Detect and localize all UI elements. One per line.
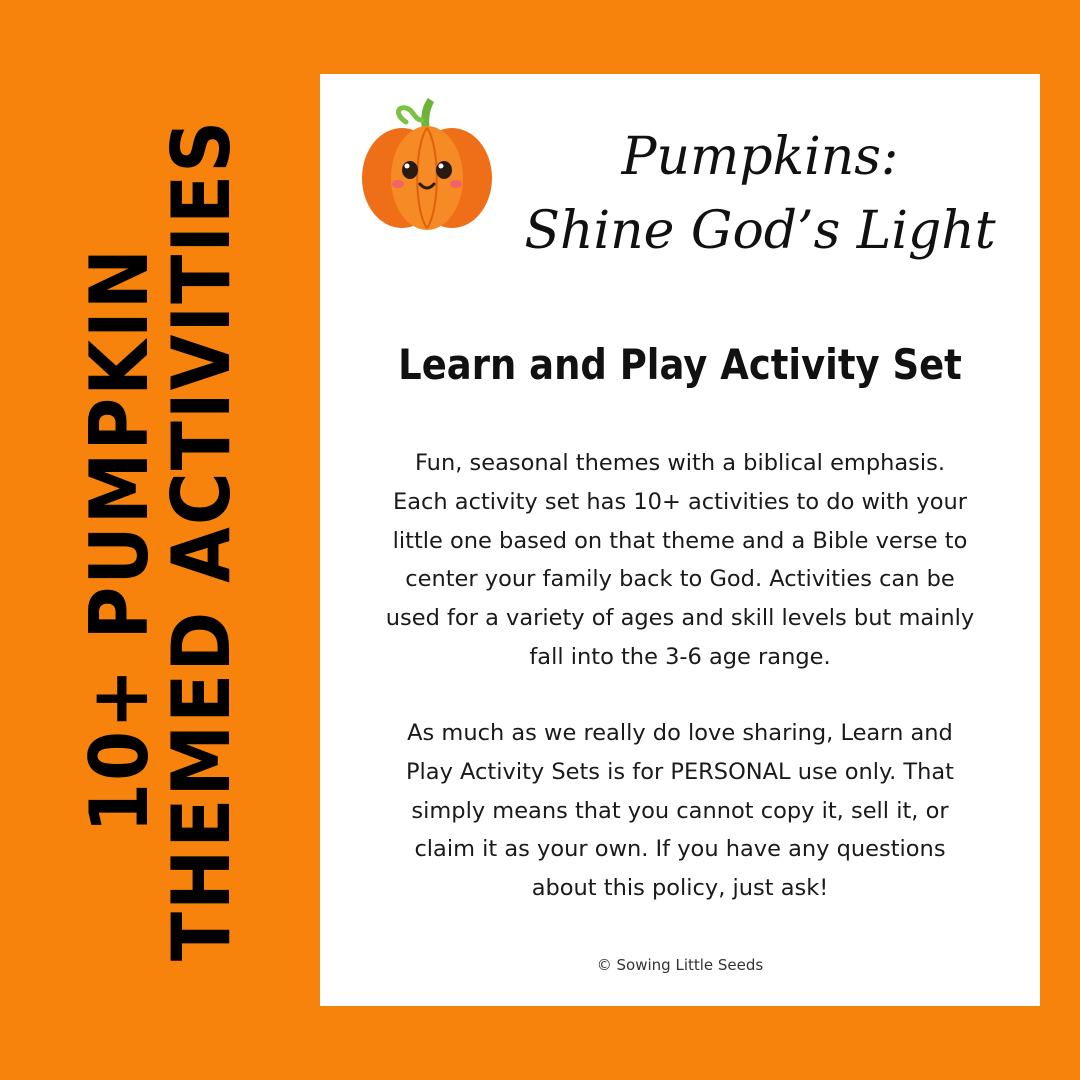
paragraph-line: little one based on that theme and a Bible verse to	[392, 527, 968, 554]
paragraph-line: simply means that you cannot copy it, sell it, or	[411, 797, 949, 824]
side-banner	[71, 118, 249, 962]
paragraph-line: about this policy, just ask!	[531, 875, 829, 902]
card-subtitle: Learn and Play Activity Set	[398, 340, 962, 389]
paragraph-line: As much as we really do love sharing, Learn and	[407, 720, 953, 746]
usage-policy-paragraph	[360, 714, 1000, 908]
description-paragraph	[360, 444, 1000, 677]
side-banner-line2: THEMED ACTIVITIES	[153, 118, 249, 962]
copyright-footer: © Sowing Little Seeds	[596, 956, 764, 974]
paragraph-line: Play Activity Sets is for PERSONAL use only. That	[405, 758, 954, 785]
card-title-line2: Shine God’s Light	[524, 201, 996, 261]
side-banner-line1: 10+ PUMPKIN	[71, 246, 167, 834]
paragraph-line: used for a variety of ages and skill levels but mainly	[385, 605, 975, 632]
paragraph-line: fall into the 3-6 age range.	[529, 643, 831, 670]
paragraph-line: Fun, seasonal themes with a biblical emphasis.	[414, 450, 946, 476]
paragraph-line: center your family back to God. Activities can be	[405, 566, 955, 593]
card-title	[500, 120, 1020, 268]
info-card	[320, 74, 1040, 1006]
card-title-line1: Pumpkins:	[621, 127, 899, 187]
pumpkin-icon	[356, 86, 498, 232]
paragraph-line: Each activity set has 10+ activities to do with your	[393, 488, 967, 515]
paragraph-line: claim it as your own. If you have any questions	[414, 836, 946, 863]
